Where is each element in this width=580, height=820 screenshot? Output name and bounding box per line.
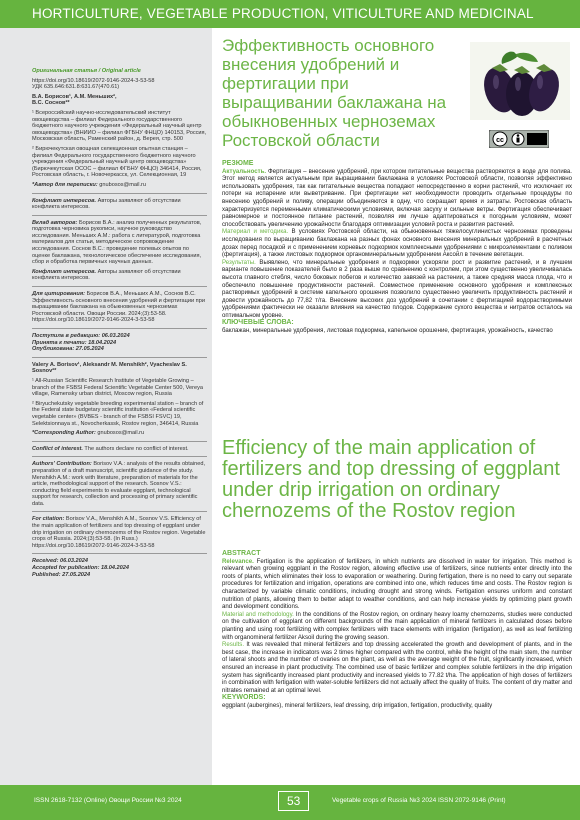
abstract-heading-en: ABSTRACT bbox=[222, 550, 261, 557]
sidebar bbox=[0, 28, 212, 785]
divider bbox=[32, 193, 207, 194]
email-en[interactable]: gnubosos@mail.ru bbox=[97, 430, 145, 437]
article-type: Оригинальная статья / Original article bbox=[32, 68, 141, 74]
divider bbox=[32, 553, 207, 554]
published-en: Published: 27.05.2024 bbox=[32, 571, 91, 578]
page-footer bbox=[0, 785, 580, 820]
cite-en: For citation: Borisov V.A., Menshikh A.M., Sosnov V.S. Efficiency of the main application of fertilizers and top dressing of eggplant under drip irrigation on ordinary chernozems of the Rostov region. Vegetable crops of Russia. 2024;(3):53-58. (In Russ.) https://doi.org/10.18619/2072-9146-2024-3-53-58 bbox=[32, 516, 206, 549]
methods-en: Material and methodology. In the conditions of the Rostov region, on ordinary heavy loamy chernozems, studies were conducted on the cultivation of eggplant on different backgrounds of the main application of mineral fertilizers in calculated doses before planting and using root fertilizing with complex fertilizers with trace elements with irrigation (fertigation), as well as leaf fertilizing with organomineral fertilizer Aksoil during the growing season. bbox=[222, 610, 572, 641]
affiliation-1-en: ¹ All-Russian Scientific Research Institute of Vegetable Growing – branch of the FSBSI Federal Scientific Vegetable Center 500, Vereya village, Ramensky urban district, Moscow region, Russia bbox=[32, 377, 204, 398]
email-ru[interactable]: gnubosos@mail.ru bbox=[99, 181, 147, 188]
footer-issn-right: Vegetable crops of Russia №3 2024 ISSN 2072-9146 (Print) bbox=[332, 797, 506, 804]
abstract-en bbox=[222, 550, 572, 709]
authors-en: Valery A. Borisov¹, Aleksandr M. Menshikh², Vyacheslav S. Sosnov²* bbox=[32, 361, 187, 375]
footer-issn-left: ISSN 2618-7132 (Online) Овощи России №3 2024 bbox=[34, 797, 182, 804]
cc-license-icon[interactable] bbox=[489, 130, 549, 148]
keywords-en: eggplant (aubergines), mineral fertilizers, leaf dressing, drip irrigation, fertigation, productivity, quality bbox=[222, 701, 493, 709]
corresponding-ru: *Автор для переписки: gnubosos@mail.ru bbox=[32, 181, 147, 188]
authors-ru: В.А. Борисов¹, А.М. Меньших², bbox=[32, 93, 117, 100]
corresponding-en: *Corresponding Author: gnubosos@mail.ru bbox=[32, 430, 145, 437]
authors-ru-2: В.С. Соснов²* bbox=[32, 100, 70, 107]
eggplant-image bbox=[470, 42, 570, 120]
relevance-ru: Актуальность. Фертигация – внесение удобрений, при котором питательные вещества растворяются в воде для полива. Этот метод является актуальным при выращивании баклажана в условиях Ростовской области, позволяя эффективно использовать удобрения, так как питательные вещества попадают непосредственно в корни растений, что исключает их потери на испарение или выветривание. При фертигации нет необходимости проводить отдельные процедуры по внесению удобрений и поливу, операции объединяются в одну, что сокращает время и затраты. Ростовская область характеризуется переменными климатическими условиями, включая засуху и сильные ветры. Фертигация обеспечивает равномерное и постоянное питание растений, позволяя им лучше адаптироваться к погодным условиям, может способствовать увеличению урожайности благодаря оптимизации условий роста и развития растений. bbox=[222, 167, 572, 228]
divider bbox=[32, 511, 207, 512]
divider bbox=[32, 456, 207, 457]
contrib-ru: Вклад авторов: Борисов В.А.: анализ полученных результатов, подготовка черновика рукописи, научное руководство исследования. Меньших А.М.: работа с литературой, подготовка материалов для статьи, методическое сопровождение исследования. Соснов В.С.: проведение полевых опытов по оценке баклажана, технологическое обеспечение исследования, сбор и обработка первичных научных данных. bbox=[32, 219, 202, 266]
page-number: 53 bbox=[278, 791, 309, 811]
cite-ru: Для цитирования: Борисов В.А., Меньших А.М., Соснов В.С. Эффективность основного внесения удобрений и фертигации при выращивании баклажана на обыкновенных черноземах Ростовской области. Овощи России. 2024;(3):53-58. https://doi.org/10.18619/2072-9146-2024-3-53-58 bbox=[32, 291, 205, 324]
published-ru: Опубликована: 27.05.2024 bbox=[32, 346, 104, 353]
keywords-heading-ru: КЛЮЧЕВЫЕ СЛОВА: bbox=[222, 319, 294, 327]
abstract-heading-ru: РЕЗЮМЕ bbox=[222, 160, 254, 167]
accepted-ru: Принята к печати: 18.04.2024 bbox=[32, 339, 117, 346]
received-ru: Поступила в редакцию: 06.03.2024 bbox=[32, 333, 130, 339]
accepted-en: Accepted for publication: 18.04.2024 bbox=[32, 565, 129, 572]
title-ru: Эффективность основного внесения удобрений и фертигации при выращивании баклажана на обыкновенных черноземах Ростовской области bbox=[222, 36, 447, 150]
received-en: Received: 06.03.2024 bbox=[32, 558, 88, 565]
results-ru: Результаты. Выявлено, что минеральные удобрения и подкормки ускоряли рост и развитие растений, и в лучшем варианте повышение показателей было в 2 раза выше по сравнению с контролем, при этом существенно увеличивалась высота главного стебля, число боковых побегов и количество завязей на растении, а также средняя масса плода, что и обеспечило повышение продуктивности растений. Совместное применение основного удобрения и комплексных растворимых удобрений в системе капельного орошения позволило существенно увеличить продуктивность растений и довести урожайность до 77,82 т/га. Внесение высоких доз удобрений в сочетании с фертигацией водорастворимыми удобрениями фактически не оказали влияния на качество плодов. Содержание сухого вещества и нитратов осталось на оптимальном уровне. bbox=[222, 258, 572, 319]
results-en: Results. It was revealed that mineral fertilizers and top dressing accelerated the growth and development of plants, and in the best case, the increase in indicators was 2 times higher compared with the control, while the height of the main stem, the number of lateral shoots and the number of ovaries on the plant, as well as the average weight of the fruit, significantly increased, which ensured an increase in plant productivity. The combined use of basic fertilizer and complex soluble fertilizers in the drip irrigation system has significantly increased plant productivity and increased yields to 77.82 t/ha. The application of high doses of fertilizers in combination with fertigation with water-soluble fertilizers did not actually affect the quality of fruits. The content of dry matter and nitrates remained at an optimal level. bbox=[222, 641, 573, 694]
doi-link[interactable]: https://doi.org/10.18619/2072-9146-2024-3-53-58 bbox=[32, 77, 155, 84]
coi-ru: Конфликт интересов. Авторы заявляют об отсутствии конфликта интересов. bbox=[32, 197, 181, 211]
contrib-en: Authors' Contribution: Borisov V.A.: analysis of the results obtained, preparation of a draft manuscript, scientific guidance of the study. Menshikh A.M.: work with literature, preparation of materials for the article, methodological support of the research. Sosnov V.S.: conducting field experiments to evaluate eggplant, technological support for research, collection and processing of primary scientific data. bbox=[32, 461, 206, 507]
divider bbox=[32, 441, 207, 442]
affiliation-1-ru: ¹ Всероссийский научно-исследовательский институт овощеводства – филиал Федерального государственного бюджетного научного учреждения «Федеральный научный центр овощеводства» (ВНИИО – филиал ФГБНУ ФНЦО) 140153, Россия, Московская область, Раменский район, д. Верея, стр. 500 bbox=[32, 109, 207, 143]
divider bbox=[32, 328, 207, 329]
affiliation-2-en: ² Biryuchekutsky vegetable breeding experimental station – branch of the Federal state budgetary scientific institution «Federal scientific vegetable center» (BVBES - branch of the FSBSI FSVC) 19, Selektsionnaya st., Novocherkassk, Rostov region, 346414, Russia bbox=[32, 400, 204, 427]
udc: УДК 635.646:631.8:631.67(470.61) bbox=[32, 84, 120, 91]
methods-ru: Материал и методика. В условиях Ростовской области, на обыкновенных тяжелосуглинистых черноземах проведены исследования по выращиванию баклажана на разных фонах основного внесения минеральных удобрений в расчетных дозах перед посадкой и с применением корневых подкормок комплексными удобрениями с микроэлементами с поливом (фертигация), а также листовых подкормок органоминеральным удобрением Аксойл в течение вегетации. bbox=[222, 228, 572, 259]
divider bbox=[32, 286, 207, 287]
affiliation-2-ru: ² Бирючекутская овощная селекционная опытная станция – филиал Федерального государственного бюджетного научного учреждения «Федеральный научный центр овощеводства» (Бирючекутская ОСОС – филиал ФГБНУ ФНЦО) 346414, Россия, Ростовская область, г. Новочеркасск, ул. Селекционная, 19 bbox=[32, 145, 202, 179]
sidebar-content bbox=[32, 68, 207, 581]
coi-en: Conflict of interest. The authors declare no conflict of interest. bbox=[32, 445, 189, 452]
relevance-en: Relevance. Fertigation is the application of fertilizers, in which nutrients are dissolved in water for irrigation. This method is relevant when growing eggplant in the Rostov region, allowing effective use of fertilizers, since nutrients enter directly into the roots of plants, which eliminates their loss to evaporation or weathering. During fertigation, there is no need to carry out separate procedures for fertilization and irrigation, operations are combined into one, which reduces time and costs. The Rostov region is characterized by variable climatic conditions, including drought and strong winds. Fertigation ensures uniform and constant nutrition of plants, allowing them to better adapt to weather conditions, and can help increase yields by optimizing plant growth and development conditions. bbox=[222, 557, 572, 611]
section-banner: HORTICULTURE, VEGETABLE PRODUCTION, VITICULTURE AND MEDICINAL bbox=[0, 0, 580, 28]
keywords-ru: баклажан, минеральные удобрения, листовая подкормка, капельное орошение, фертигация, урожайность, качество bbox=[222, 327, 553, 335]
title-en: Efficiency of the main application of fertilizers and top dressing of eggplant under drip irrigation on ordinary chernozems of the Rostov region bbox=[222, 437, 560, 522]
abstract-ru bbox=[222, 160, 572, 335]
cc-label: cc bbox=[496, 137, 504, 144]
divider bbox=[32, 357, 207, 358]
coi2-ru: Конфликт интересов. Авторы заявляют об отсутствии конфликта интересов. bbox=[32, 268, 181, 282]
divider bbox=[32, 215, 207, 216]
keywords-heading-en: KEYWORDS: bbox=[222, 694, 266, 702]
